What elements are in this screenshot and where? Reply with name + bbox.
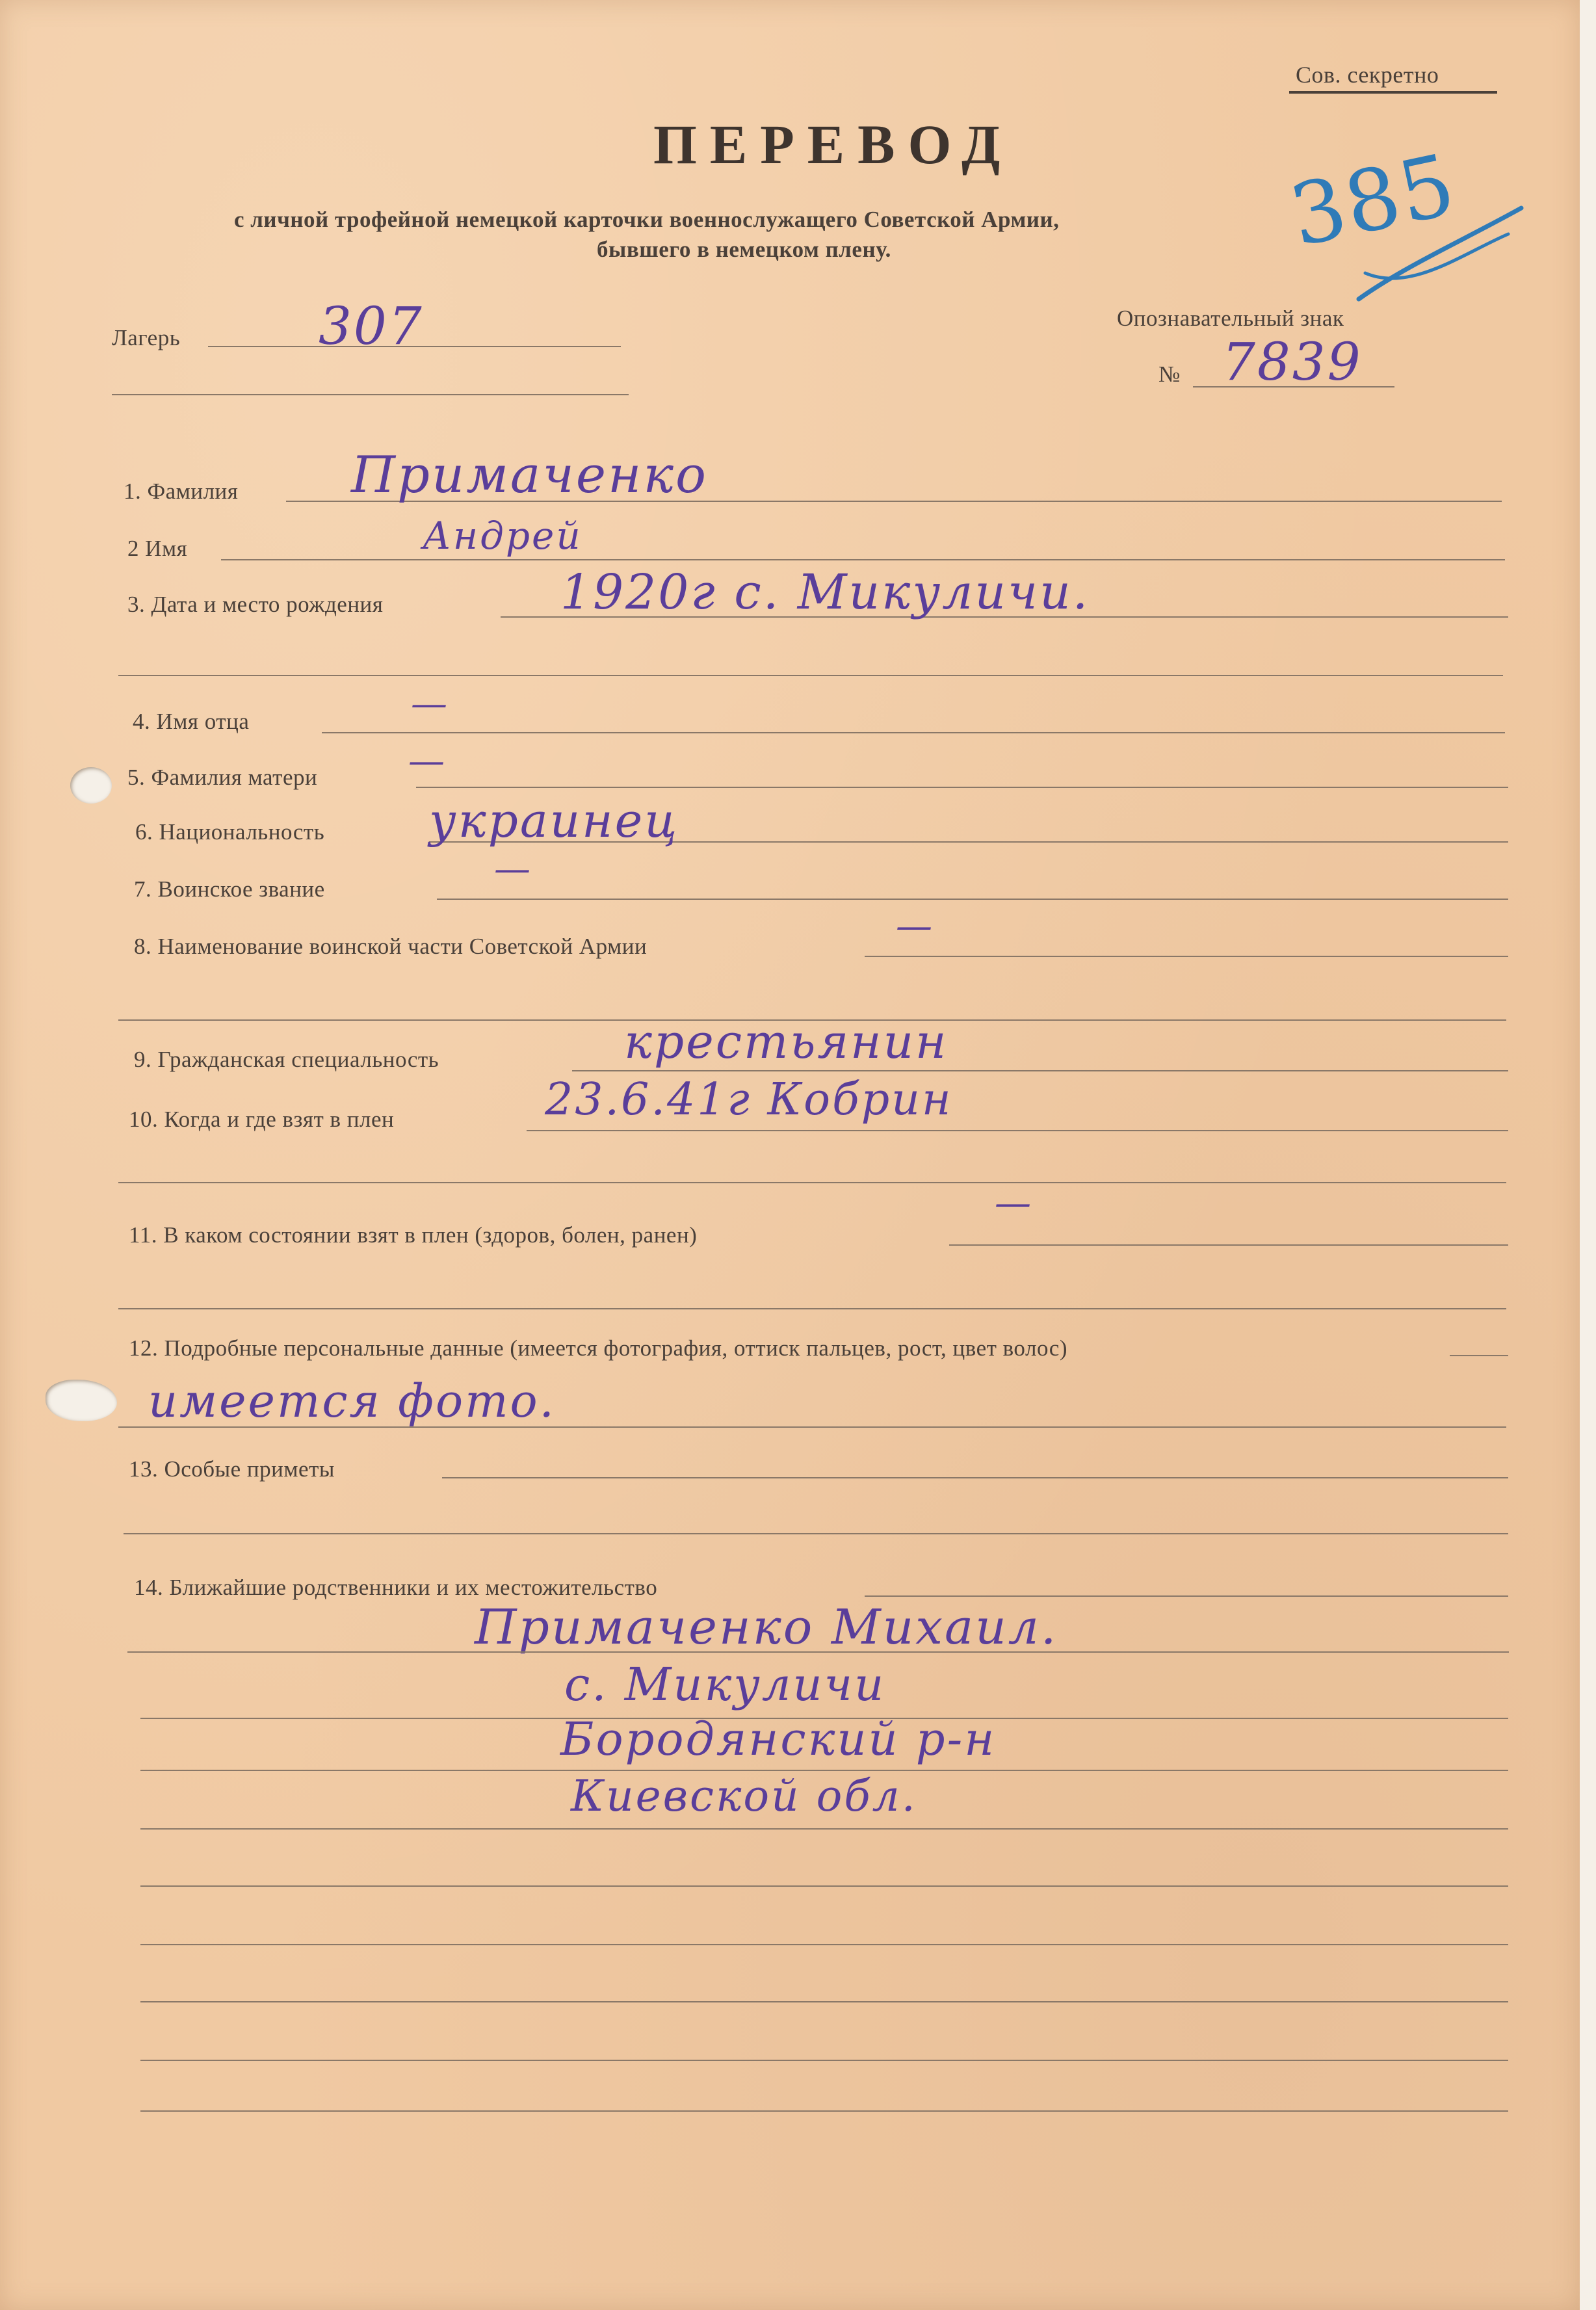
field-unit-line (865, 956, 1508, 957)
field-surname-value: Примаченко (351, 446, 708, 505)
field-profession-line (572, 1070, 1508, 1071)
field-surname-label: 1. Фамилия (124, 479, 239, 504)
field-personal-label: 12. Подробные персональные данные (имеется фотография, оттиск пальцев, рост, цвет волос) (129, 1335, 1067, 1361)
field-name-line (221, 559, 1505, 560)
blue-pencil-stroke (1352, 195, 1547, 312)
camp-label: Лагерь (112, 325, 181, 350)
field-mother-label: 5. Фамилия матери (127, 765, 318, 790)
field-unit-label: 8. Наименование воинской части Советской Армии (134, 934, 648, 959)
field-relatives-value-3: Бородянский р-н (560, 1713, 997, 1766)
field-captured-value: 23.6.41г Кобрин (545, 1074, 953, 1125)
field-marks-label: 13. Особые приметы (129, 1456, 335, 1482)
field-relatives-line (865, 1595, 1508, 1597)
field-rank-value: — (494, 848, 532, 890)
field-condition-line (949, 1244, 1508, 1246)
field-relatives-label: 14. Ближайшие родственники и их местожительство (134, 1575, 658, 1600)
field-name-label: 2 Имя (127, 536, 188, 561)
field-relatives-value-4: Киевской обл. (571, 1771, 917, 1821)
field-captured-line (527, 1130, 1508, 1131)
field-mother-value: — (408, 740, 447, 782)
field-profession-value: крестьянин (624, 1014, 948, 1069)
blank-line-9 (140, 2110, 1508, 2112)
field-nationality-label: 6. Национальность (135, 819, 325, 845)
blank-line-5 (140, 1885, 1508, 1887)
field-rank-label: 7. Воинское звание (134, 876, 325, 902)
field-condition-label: 11. В каком состоянии взят в плен (здоров, болен, ранен) (129, 1222, 698, 1248)
field-personal-line (1450, 1355, 1508, 1356)
field-rank-line (437, 899, 1508, 900)
field-marks-line-2 (124, 1533, 1508, 1534)
field-father-line (322, 732, 1505, 733)
blank-line-2 (140, 1718, 1508, 1719)
field-personal-value: имеется фото. (148, 1374, 556, 1428)
id-tag-prefix: № (1158, 361, 1181, 387)
id-tag-label: Опознавательный знак (1117, 306, 1344, 331)
blank-line-4 (140, 1828, 1508, 1830)
field-name-value: Андрей (423, 514, 582, 558)
field-birth-line-2 (118, 675, 1503, 676)
stamp-number: 385 (1281, 135, 1465, 266)
camp-line-2 (112, 394, 629, 395)
field-birth-label: 3. Дата и место рождения (127, 592, 384, 617)
field-personal-line-2 (118, 1426, 1506, 1428)
blank-line-7 (140, 2001, 1508, 2002)
subtitle-line-2: бывшего в немецком плену. (597, 237, 891, 262)
punch-hole-lower (46, 1380, 117, 1421)
field-captured-label: 10. Когда и где взят в плен (129, 1107, 395, 1132)
field-marks-line (442, 1477, 1508, 1478)
field-condition-line-2 (118, 1308, 1506, 1309)
classification-underline (1289, 91, 1497, 94)
blank-line-6 (140, 1944, 1508, 1945)
field-unit-value: — (896, 905, 934, 947)
punch-hole-upper (70, 767, 112, 804)
field-birth-value: 1920г с. Микуличи. (560, 564, 1090, 620)
field-captured-line-2 (118, 1182, 1506, 1183)
field-nationality-value: украинец (429, 793, 679, 848)
blank-line-3 (140, 1770, 1508, 1771)
field-mother-line (416, 787, 1508, 788)
classification-label: Сов. секретно (1296, 62, 1439, 88)
page-title: ПЕРЕВОД (653, 113, 1014, 176)
camp-value: 307 (319, 296, 424, 356)
blank-line-1 (127, 1651, 1509, 1653)
field-father-label: 4. Имя отца (133, 709, 250, 734)
id-tag-value: 7839 (1222, 332, 1363, 392)
subtitle-line-1: с личной трофейной немецкой карточки военнослужащего Советской Армии, (234, 207, 1060, 232)
field-father-value: — (411, 683, 449, 725)
blank-line-8 (140, 2060, 1508, 2061)
field-relatives-value-1: Примаченко Михаил. (475, 1599, 1058, 1655)
field-condition-value: — (995, 1182, 1033, 1224)
field-relatives-value-2: с. Микуличи (564, 1658, 886, 1711)
field-profession-label: 9. Гражданская специальность (134, 1047, 439, 1072)
